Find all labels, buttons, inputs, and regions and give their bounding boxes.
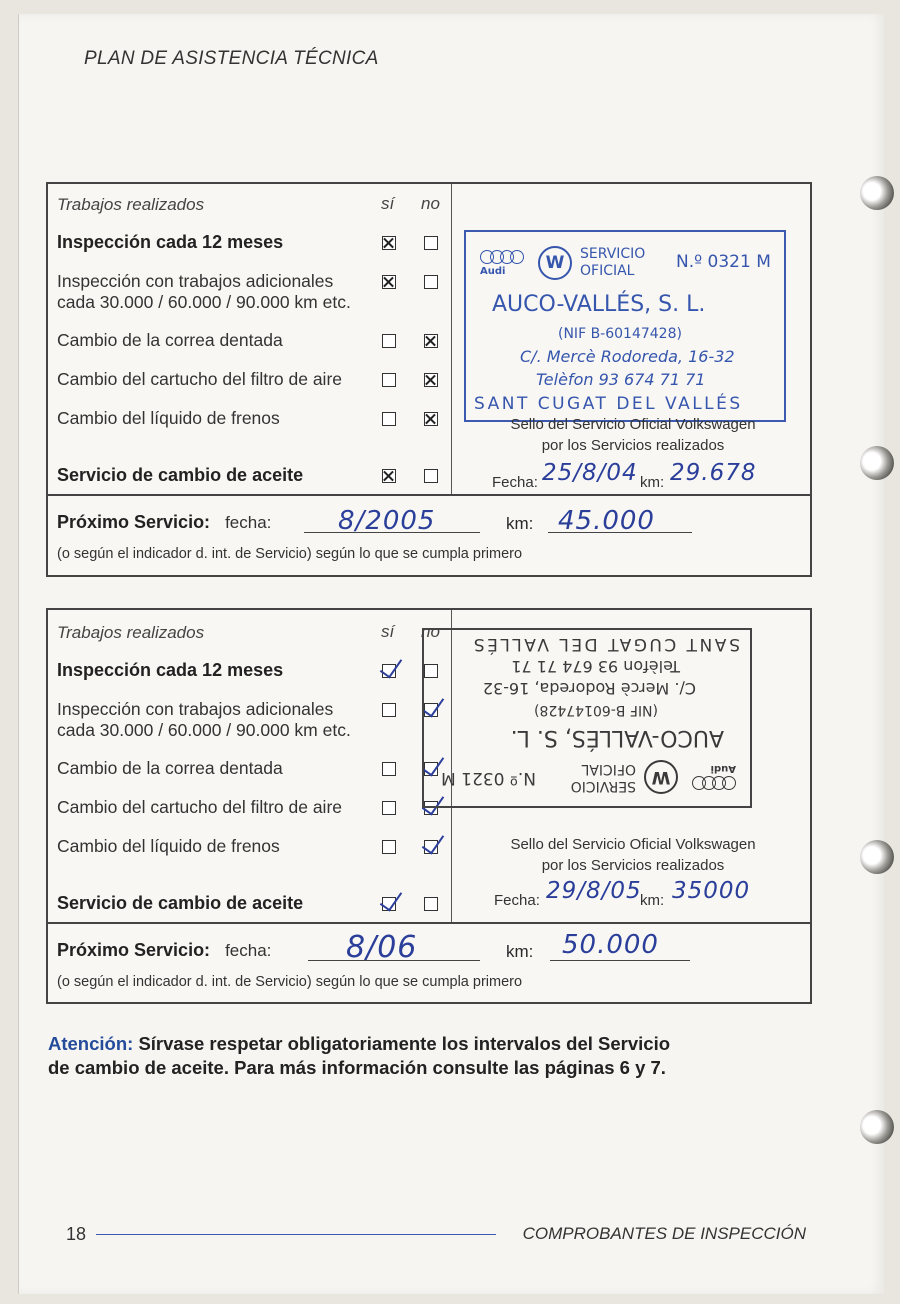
tasks-heading: Trabajos realizados (57, 195, 205, 214)
no-heading: no (421, 622, 440, 641)
no-checkbox[interactable] (424, 897, 438, 911)
binder-ring (860, 1110, 894, 1144)
task-label: Servicio de cambio de aceite (57, 893, 304, 913)
service-km: 29.678 (670, 460, 757, 486)
attention-text-1: Sírvase respetar obligatoriamente los intervalos del Servicio (138, 1033, 671, 1054)
binder-ring (860, 176, 894, 210)
no-heading: no (421, 194, 440, 213)
service-note: (o según el indicador d. int. de Servicio) según lo que se cumpla primero (57, 974, 523, 990)
task-label: Inspección cada 12 meses (57, 232, 284, 252)
stamp-number: N.º 0321 M (441, 768, 536, 788)
footer-rule (96, 1234, 496, 1235)
dealer-stamp-inverted (422, 628, 752, 808)
audi-rings-icon (484, 250, 524, 264)
next-service-row (57, 940, 271, 961)
yes-checkbox[interactable] (382, 275, 396, 289)
yes-checkbox[interactable] (382, 762, 396, 776)
stamp-caption-2: por los Servicios realizados (541, 857, 725, 874)
inspection-card-2 (46, 608, 812, 1004)
fecha-label: Fecha: (494, 892, 540, 909)
stamp-oficial: OFICIAL (581, 761, 636, 777)
task-label: cada 30.000 / 60.000 / 90.000 km etc. (57, 720, 351, 740)
binder-ring (860, 446, 894, 480)
stamp-company: AUCO-VALLÉS, S. L. (510, 725, 724, 750)
stamp-caption-2: por los Servicios realizados (541, 437, 725, 454)
next-service-km: 50.000 (562, 930, 659, 960)
next-service-label: Próximo Servicio: (57, 940, 211, 960)
no-checkbox[interactable] (424, 373, 438, 387)
service-note: (o según el indicador d. int. de Servicio) según lo que se cumpla primero (57, 546, 523, 562)
stamp-phone: Telèfon 93 674 71 71 (511, 657, 680, 676)
task-label: Cambio de la correa dentada (57, 758, 283, 778)
stamp-city: SANT CUGAT DEL VALLÉS (471, 634, 740, 654)
task-label: Cambio del líquido de frenos (57, 836, 280, 856)
next-km-underline (550, 960, 690, 961)
next-service-date: 8/2005 (338, 506, 436, 536)
vw-logo-icon: W (644, 760, 678, 794)
attention-text-2: de cambio de aceite. Para más información consulte las páginas 6 y 7. (48, 1057, 666, 1078)
stamp-address: C/. Mercè Rodoreda, 16-32 (520, 347, 735, 366)
stamp-oficial: OFICIAL (580, 263, 635, 279)
km-label: km: (640, 474, 665, 491)
stamp-caption: Sello del Servicio Oficial Volkswagen (510, 836, 756, 853)
stamp-company: AUCO-VALLÉS, S. L. (492, 292, 706, 317)
task-label: Inspección cada 12 meses (57, 660, 284, 680)
no-checkbox[interactable] (424, 412, 438, 426)
next-km-label: km: (506, 514, 534, 533)
no-checkbox[interactable] (424, 275, 438, 289)
next-fecha-label: fecha: (225, 941, 272, 960)
yes-checkbox[interactable] (382, 236, 396, 250)
binder-ring (860, 840, 894, 874)
yes-checkbox[interactable] (382, 334, 396, 348)
dealer-stamp (464, 230, 786, 422)
service-date: 29/8/05 (546, 878, 642, 904)
task-label: Cambio del cartucho del filtro de aire (57, 797, 343, 817)
inspection-card-1 (46, 182, 812, 577)
no-checkbox[interactable] (424, 469, 438, 483)
page-title: PLAN DE ASISTENCIA TÉCNICA (84, 48, 379, 69)
divider (48, 494, 810, 496)
tasks-heading: Trabajos realizados (57, 623, 205, 642)
service-km: 35000 (672, 878, 751, 904)
km-label: km: (640, 892, 665, 909)
stamp-phone: Telèfon 93 674 71 71 (536, 370, 706, 389)
stamp-brand: Audi (480, 266, 506, 277)
next-km-label: km: (506, 942, 534, 961)
no-checkbox[interactable] (424, 334, 438, 348)
next-service-date: 8/06 (346, 930, 418, 965)
stamp-nif: (NIF B-60147428) (558, 326, 682, 342)
tasks-column (48, 184, 452, 494)
task-label: Inspección con trabajos adicionales (57, 699, 334, 719)
next-service-row (57, 512, 271, 533)
stamp-brand: Audi (710, 763, 736, 774)
task-label: Servicio de cambio de aceite (57, 465, 304, 485)
stamp-servicio: SERVICIO (580, 246, 646, 262)
next-service-label: Próximo Servicio: (57, 512, 211, 532)
yes-checkbox[interactable] (382, 664, 396, 678)
yes-heading: sí (381, 194, 395, 213)
attention-note (48, 1032, 818, 1080)
stamp-address: C/. Mercè Rodoreda, 16-32 (482, 679, 696, 698)
yes-checkbox[interactable] (382, 840, 396, 854)
no-checkbox[interactable] (424, 236, 438, 250)
stamp-city: SANT CUGAT DEL VALLÉS (474, 394, 743, 414)
section-title: COMPROBANTES DE INSPECCIÓN (522, 1224, 806, 1243)
next-service-km: 45.000 (558, 506, 655, 536)
task-label: Inspección con trabajos adicionales (57, 271, 334, 291)
yes-checkbox[interactable] (382, 469, 396, 483)
yes-checkbox[interactable] (382, 373, 396, 387)
tasks-column (48, 610, 452, 922)
task-label: cada 30.000 / 60.000 / 90.000 km etc. (57, 292, 351, 312)
stamp-number: N.º 0321 M (676, 252, 771, 272)
page-footer (66, 1224, 806, 1244)
task-label: Cambio del cartucho del filtro de aire (57, 369, 343, 389)
yes-checkbox[interactable] (382, 801, 396, 815)
attention-label: Atención: (48, 1033, 134, 1054)
fecha-label: Fecha: (492, 474, 538, 491)
stamp-servicio: SERVICIO (570, 778, 636, 794)
divider (48, 922, 810, 924)
vw-logo-icon: W (538, 246, 572, 280)
yes-heading: sí (381, 622, 395, 641)
stamp-nif: (NIF B-60147428) (534, 702, 658, 718)
yes-checkbox[interactable] (382, 412, 396, 426)
service-date: 25/8/04 (542, 460, 638, 486)
next-fecha-label: fecha: (225, 513, 272, 532)
audi-rings-icon (692, 776, 732, 790)
task-label: Cambio del líquido de frenos (57, 408, 280, 428)
yes-checkbox[interactable] (382, 703, 396, 717)
yes-checkbox[interactable] (382, 897, 396, 911)
stamp-caption: Sello del Servicio Oficial Volkswagen (510, 416, 756, 433)
page-number: 18 (66, 1224, 87, 1244)
task-label: Cambio de la correa dentada (57, 330, 283, 350)
no-checkbox[interactable] (424, 840, 438, 854)
